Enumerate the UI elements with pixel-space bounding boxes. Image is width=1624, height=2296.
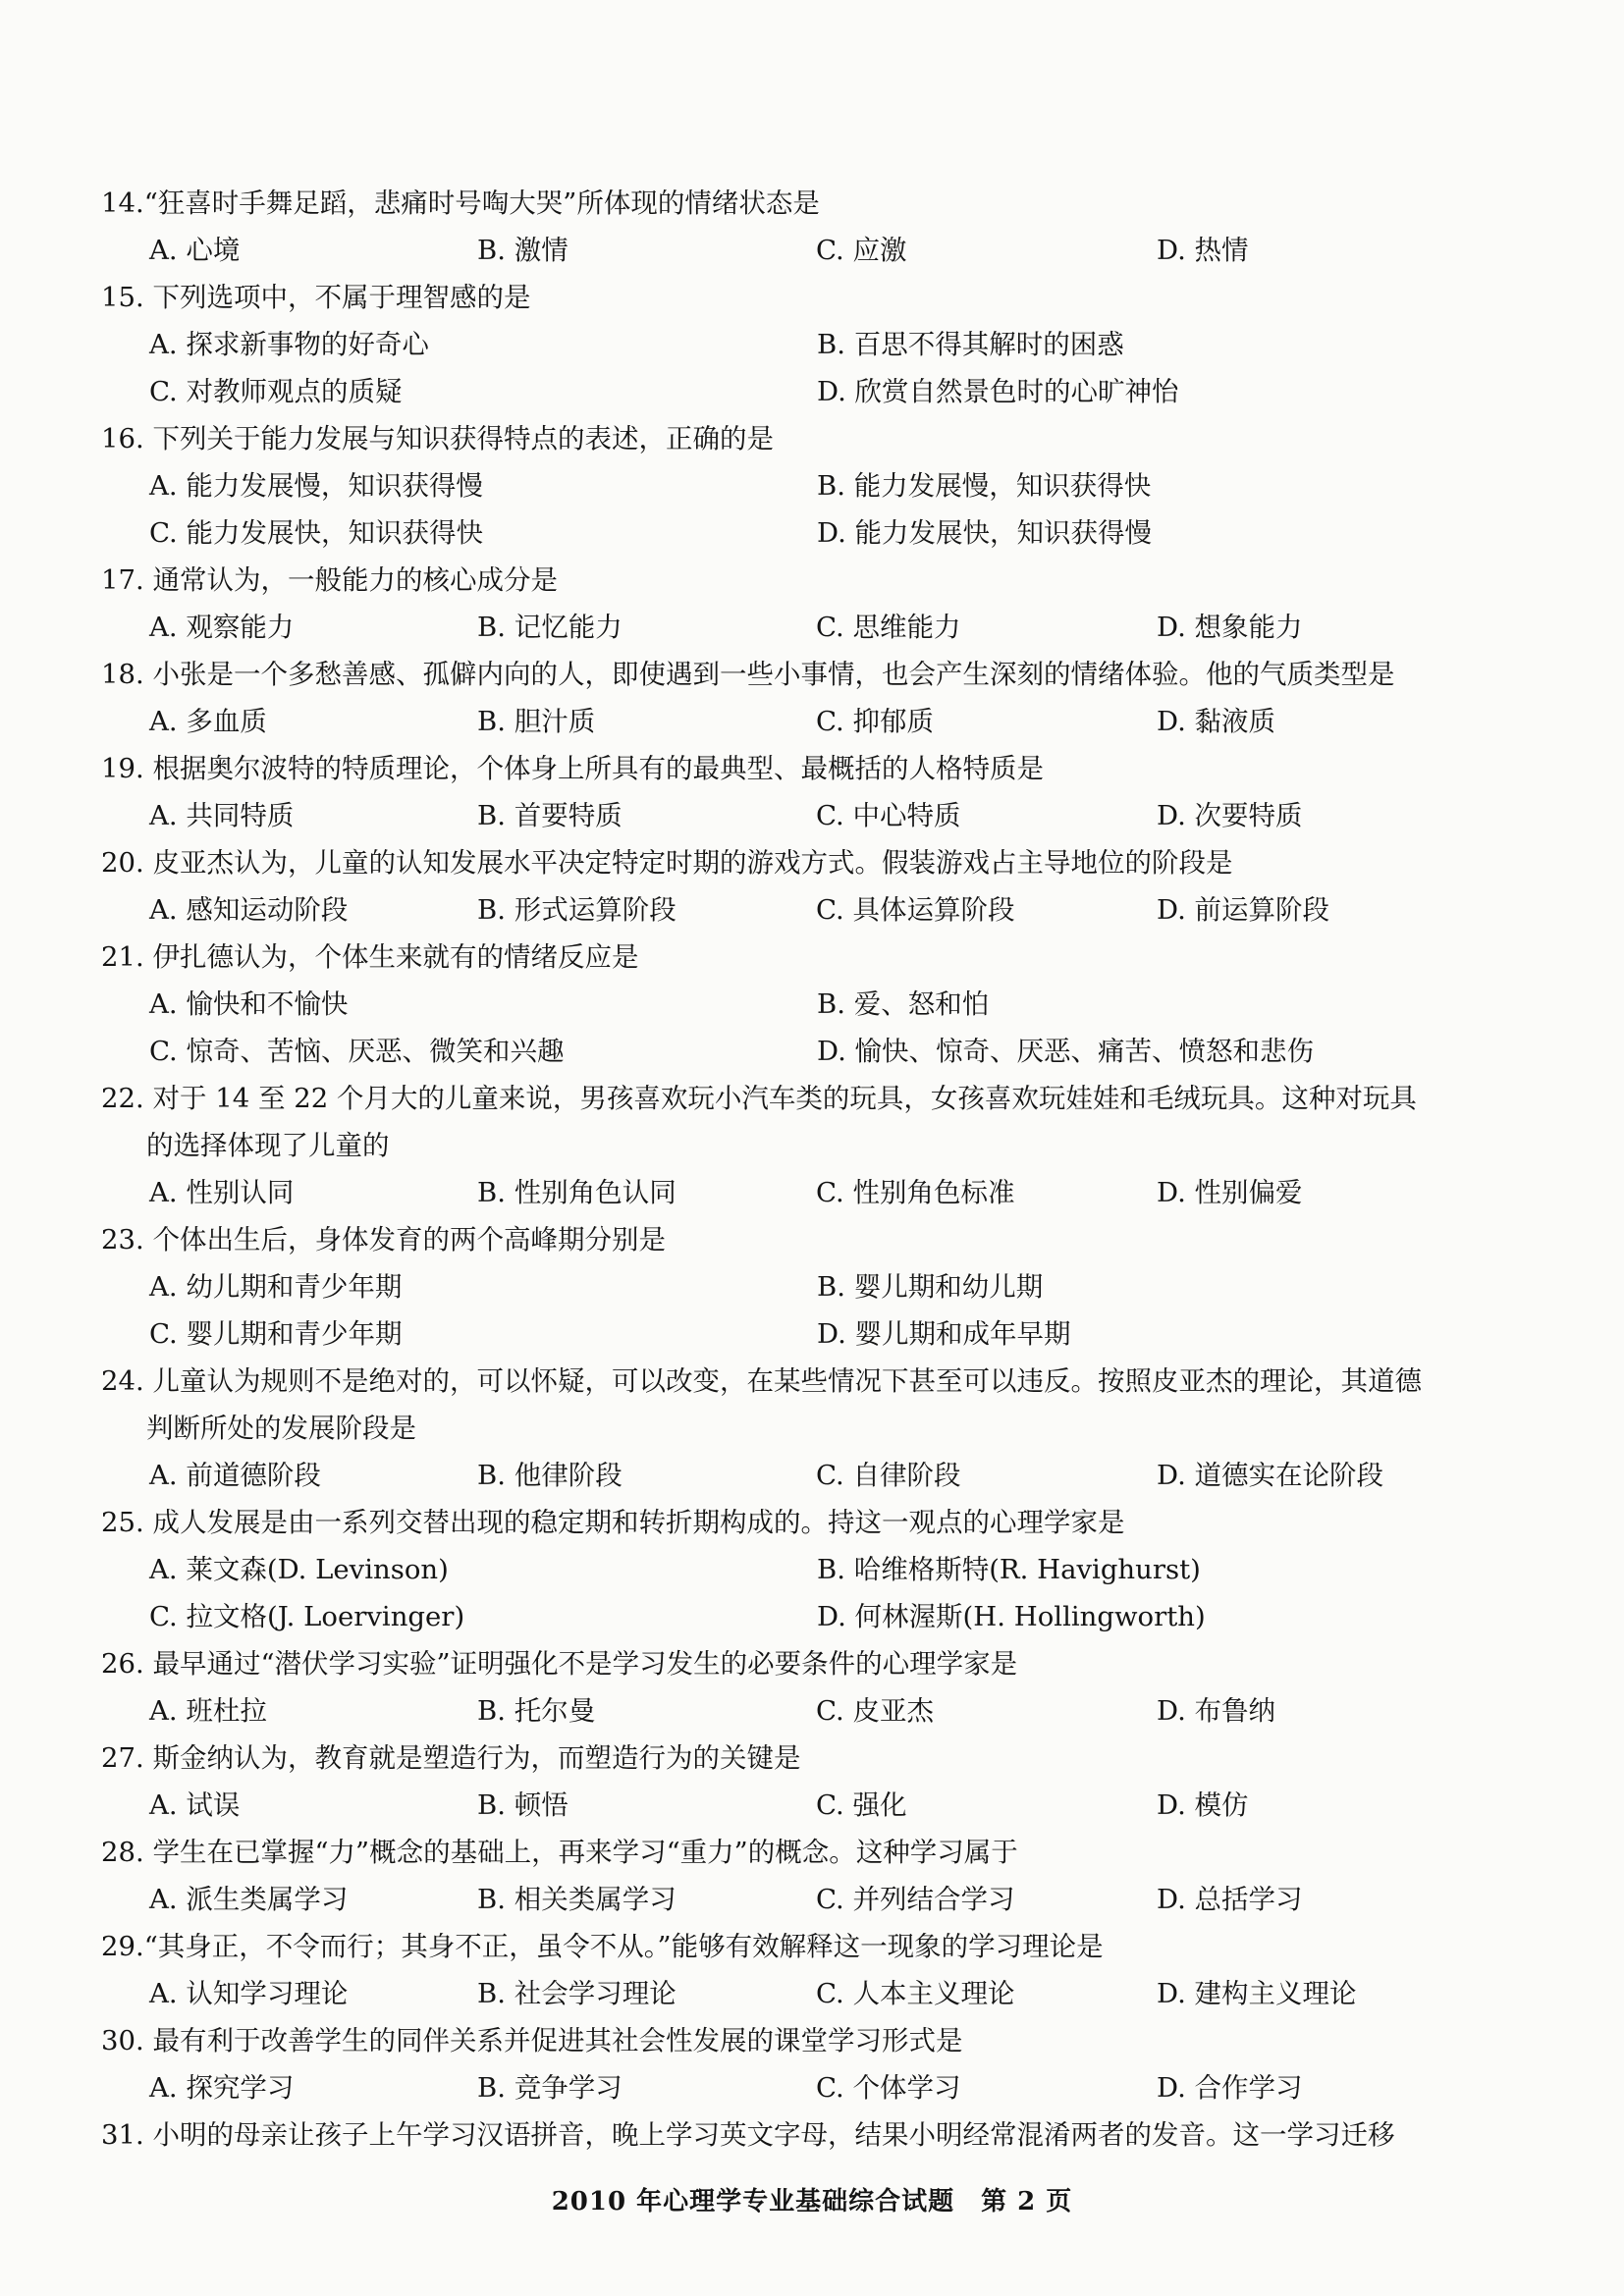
option-a: A. 感知运动阶段 bbox=[149, 894, 349, 926]
option-b: B. 记忆能力 bbox=[477, 612, 623, 643]
options-row bbox=[101, 2064, 1515, 2111]
option-d: D. 性别偏爱 bbox=[1157, 1177, 1303, 1208]
question-stem: 18. 小张是一个多愁善感、孤僻内向的人，即使遇到一些小事情，也会产生深刻的情绪体验。他的气质类型是 bbox=[101, 659, 1395, 690]
question-stem-continued: 判断所处的发展阶段是 bbox=[146, 1413, 416, 1444]
option-a: A. 多血质 bbox=[149, 706, 267, 737]
options-row bbox=[101, 509, 1515, 557]
option-c: C. 应激 bbox=[816, 235, 907, 266]
question-24 bbox=[101, 1358, 1515, 1499]
options-row bbox=[101, 886, 1515, 934]
option-b: B. 爱、怒和怕 bbox=[817, 988, 990, 1020]
question-14 bbox=[101, 180, 1515, 274]
question-30 bbox=[101, 2017, 1515, 2111]
question-17 bbox=[101, 557, 1515, 651]
option-a: A. 心境 bbox=[149, 235, 241, 266]
option-d: D. 想象能力 bbox=[1157, 612, 1303, 643]
option-b: B. 相关类属学习 bbox=[477, 1884, 677, 1915]
option-d: D. 道德实在论阶段 bbox=[1157, 1460, 1384, 1491]
options-row bbox=[101, 981, 1515, 1028]
option-a: A. 能力发展慢，知识获得慢 bbox=[149, 470, 483, 502]
option-b: B. 哈维格斯特(R. Havighurst) bbox=[817, 1554, 1201, 1585]
option-c: C. 具体运算阶段 bbox=[816, 894, 1015, 926]
options-row bbox=[101, 698, 1515, 745]
option-d: D. 热情 bbox=[1157, 235, 1249, 266]
option-a: A. 共同特质 bbox=[149, 800, 295, 831]
question-21 bbox=[101, 934, 1515, 1075]
question-stem: 26. 最早通过“潜伏学习实验”证明强化不是学习发生的必要条件的心理学家是 bbox=[101, 1648, 1018, 1680]
option-b: B. 形式运算阶段 bbox=[477, 894, 677, 926]
option-c: C. 惊奇、苦恼、厌恶、微笑和兴趣 bbox=[149, 1036, 565, 1067]
option-d: D. 何林渥斯(H. Hollingworth) bbox=[817, 1601, 1206, 1632]
option-a: A. 探求新事物的好奇心 bbox=[149, 329, 429, 360]
option-d: D. 婴儿期和成年早期 bbox=[817, 1318, 1071, 1350]
option-b: B. 婴儿期和幼儿期 bbox=[817, 1271, 1044, 1303]
question-stem: 14.“狂喜时手舞足蹈，悲痛时号啕大哭”所体现的情绪状态是 bbox=[101, 187, 820, 219]
option-b: B. 胆汁质 bbox=[477, 706, 596, 737]
question-stem: 31. 小明的母亲让孩子上午学习汉语拼音，晚上学习英文字母，结果小明经常混淆两者的发音。这一学习迁移 bbox=[101, 2119, 1395, 2151]
question-31 bbox=[101, 2111, 1515, 2159]
page-footer: 2010 年心理学专业基础综合试题 第 2 页 bbox=[551, 2187, 1073, 2216]
option-c: C. 对教师观点的质疑 bbox=[149, 376, 403, 407]
option-b: B. 首要特质 bbox=[477, 800, 623, 831]
option-b: B. 社会学习理论 bbox=[477, 1978, 677, 2009]
question-stem: 29.“其身正，不令而行；其身不正，虽令不从。”能够有效解释这一现象的学习理论是 bbox=[101, 1931, 1104, 1962]
options-row bbox=[101, 1593, 1515, 1640]
option-c: C. 思维能力 bbox=[816, 612, 961, 643]
question-27 bbox=[101, 1735, 1515, 1829]
option-d: D. 合作学习 bbox=[1157, 2072, 1303, 2104]
options-row bbox=[101, 462, 1515, 509]
option-b: B. 激情 bbox=[477, 235, 568, 266]
option-d: D. 模仿 bbox=[1157, 1789, 1249, 1821]
option-a: A. 探究学习 bbox=[149, 2072, 295, 2104]
question-20 bbox=[101, 839, 1515, 934]
question-25 bbox=[101, 1499, 1515, 1640]
option-c: C. 自律阶段 bbox=[816, 1460, 961, 1491]
option-c: C. 强化 bbox=[816, 1789, 907, 1821]
options-row bbox=[101, 1546, 1515, 1593]
option-a: A. 莱文森(D. Levinson) bbox=[149, 1554, 449, 1585]
option-b: B. 托尔曼 bbox=[477, 1695, 596, 1727]
question-26 bbox=[101, 1640, 1515, 1735]
option-d: D. 愉快、惊奇、厌恶、痛苦、愤怒和悲伤 bbox=[817, 1036, 1315, 1067]
option-c: C. 中心特质 bbox=[816, 800, 961, 831]
option-b: B. 竞争学习 bbox=[477, 2072, 623, 2104]
question-19 bbox=[101, 745, 1515, 839]
option-b: B. 百思不得其解时的困惑 bbox=[817, 329, 1124, 360]
options-row bbox=[101, 368, 1515, 415]
options-row bbox=[101, 227, 1515, 274]
options-row bbox=[101, 1876, 1515, 1923]
options-row bbox=[101, 1310, 1515, 1358]
question-stem: 23. 个体出生后，身体发育的两个高峰期分别是 bbox=[101, 1224, 666, 1255]
option-d: D. 能力发展快，知识获得慢 bbox=[817, 517, 1153, 549]
options-row bbox=[101, 792, 1515, 839]
question-stem: 24. 儿童认为规则不是绝对的，可以怀疑，可以改变，在某些情况下甚至可以违反。按照皮亚杰的理论，其道德 bbox=[101, 1365, 1422, 1397]
option-a: A. 幼儿期和青少年期 bbox=[149, 1271, 403, 1303]
option-d: D. 黏液质 bbox=[1157, 706, 1276, 737]
question-stem: 30. 最有利于改善学生的同伴关系并促进其社会性发展的课堂学习形式是 bbox=[101, 2025, 963, 2056]
option-d: D. 前运算阶段 bbox=[1157, 894, 1330, 926]
question-15 bbox=[101, 274, 1515, 415]
option-d: D. 欣赏自然景色时的心旷神怡 bbox=[817, 376, 1179, 407]
question-stem: 20. 皮亚杰认为，儿童的认知发展水平决定特定时期的游戏方式。假装游戏占主导地位的阶段是 bbox=[101, 847, 1233, 879]
option-a: A. 前道德阶段 bbox=[149, 1460, 321, 1491]
options-row bbox=[101, 321, 1515, 368]
options-row bbox=[101, 1169, 1515, 1216]
option-a: A. 试误 bbox=[149, 1789, 241, 1821]
option-b: B. 他律阶段 bbox=[477, 1460, 623, 1491]
option-c: C. 婴儿期和青少年期 bbox=[149, 1318, 403, 1350]
options-row bbox=[101, 1263, 1515, 1310]
option-a: A. 认知学习理论 bbox=[149, 1978, 349, 2009]
option-c: C. 拉文格(J. Loervinger) bbox=[149, 1601, 465, 1632]
option-d: D. 布鲁纳 bbox=[1157, 1695, 1276, 1727]
question-stem: 28. 学生在已掌握“力”概念的基础上，再来学习“重力”的概念。这种学习属于 bbox=[101, 1837, 1018, 1868]
option-c: C. 能力发展快，知识获得快 bbox=[149, 517, 484, 549]
question-16 bbox=[101, 415, 1515, 557]
option-b: B. 顿悟 bbox=[477, 1789, 568, 1821]
option-a: A. 班杜拉 bbox=[149, 1695, 267, 1727]
option-b: B. 性别角色认同 bbox=[477, 1177, 677, 1208]
question-29 bbox=[101, 1923, 1515, 2017]
question-18 bbox=[101, 651, 1515, 745]
question-stem: 19. 根据奥尔波特的特质理论，个体身上所具有的最典型、最概括的人格特质是 bbox=[101, 753, 1044, 784]
option-a: A. 观察能力 bbox=[149, 612, 295, 643]
option-a: A. 性别认同 bbox=[149, 1177, 295, 1208]
question-stem-continued: 的选择体现了儿童的 bbox=[146, 1130, 390, 1161]
question-22 bbox=[101, 1075, 1515, 1216]
option-d: D. 总括学习 bbox=[1157, 1884, 1303, 1915]
option-b: B. 能力发展慢，知识获得快 bbox=[817, 470, 1152, 502]
option-d: D. 次要特质 bbox=[1157, 800, 1303, 831]
options-row bbox=[101, 1782, 1515, 1829]
question-23 bbox=[101, 1216, 1515, 1358]
options-row bbox=[101, 1970, 1515, 2017]
options-row bbox=[101, 604, 1515, 651]
option-c: C. 个体学习 bbox=[816, 2072, 961, 2104]
option-a: A. 派生类属学习 bbox=[149, 1884, 349, 1915]
option-c: C. 皮亚杰 bbox=[816, 1695, 935, 1727]
question-list bbox=[101, 180, 1515, 2159]
option-c: C. 抑郁质 bbox=[816, 706, 935, 737]
option-c: C. 人本主义理论 bbox=[816, 1978, 1015, 2009]
options-row bbox=[101, 1687, 1515, 1735]
option-a: A. 愉快和不愉快 bbox=[149, 988, 349, 1020]
question-stem: 27. 斯金纳认为，教育就是塑造行为，而塑造行为的关键是 bbox=[101, 1742, 801, 1774]
question-28 bbox=[101, 1829, 1515, 1923]
question-stem: 16. 下列关于能力发展与知识获得特点的表述，正确的是 bbox=[101, 423, 774, 454]
question-stem: 25. 成人发展是由一系列交替出现的稳定期和转折期构成的。持这一观点的心理学家是 bbox=[101, 1507, 1125, 1538]
question-stem: 21. 伊扎德认为，个体生来就有的情绪反应是 bbox=[101, 941, 639, 973]
option-d: D. 建构主义理论 bbox=[1157, 1978, 1357, 2009]
question-stem: 15. 下列选项中，不属于理智感的是 bbox=[101, 282, 531, 313]
question-stem: 22. 对于 14 至 22 个月大的儿童来说，男孩喜欢玩小汽车类的玩具，女孩喜欢玩娃娃和毛绒玩具。这种对玩具 bbox=[101, 1083, 1417, 1114]
option-c: C. 性别角色标准 bbox=[816, 1177, 1015, 1208]
question-stem: 17. 通常认为，一般能力的核心成分是 bbox=[101, 564, 558, 596]
options-row bbox=[101, 1452, 1515, 1499]
option-c: C. 并列结合学习 bbox=[816, 1884, 1015, 1915]
options-row bbox=[101, 1028, 1515, 1075]
